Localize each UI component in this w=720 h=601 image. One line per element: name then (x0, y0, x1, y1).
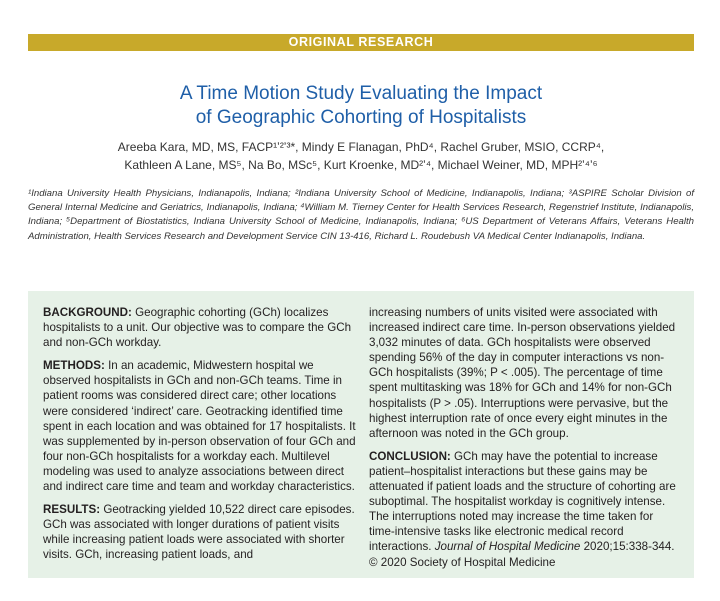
abstract-left-column (43, 305, 356, 571)
abstract-box (28, 291, 694, 578)
citation-rest: 2020;15:338-344. © 2020 Society of Hospital Medicine (369, 540, 675, 569)
affiliations: ¹Indiana University Health Physicians, Indianapolis, Indiana; ²Indiana University School of Medicine, Indianapolis, Indiana; ³ASPIRE Scholar Division of General Internal Medicine and Geriatrics, Indianapolis, Indiana; ⁴William M. Tierney Center for Health Services Research, Regenstrief Institute, Indianapolis, Indiana; ⁵Department of Biostatistics, Indiana University School of Medicine, Indianapolis, Indiana; ⁶US Department of Veterans Affairs, Veterans Health Administration, Health Services Research and Development Service CIN 13-416, Richard L. Roudebush VA Medical Center Indianapolis, Indiana. (28, 188, 694, 242)
abstract-background (43, 305, 356, 350)
citation-journal: Journal of Hospital Medicine (434, 540, 581, 554)
background-label: BACKGROUND: (43, 306, 132, 319)
methods-label: METHODS: (43, 359, 105, 373)
background-text: Geographic cohorting (GCh) localizes hospitalists to a unit. Our objective was to compare the GCh and non-GCh workday. (43, 306, 352, 350)
author-list (28, 138, 694, 174)
abstract-right-column (369, 305, 681, 578)
abstract-methods (43, 358, 356, 494)
abstract-conclusion (369, 449, 681, 570)
title-line-2: of Geographic Cohorting of Hospitalists (195, 107, 527, 128)
conclusion-label: CONCLUSION: (369, 449, 451, 463)
abstract-results-continued (369, 305, 681, 441)
author-line-1: Areeba Kara, MD, MS, FACP¹ʼ²ʼ³*, Mindy E Flanagan, PhD⁴, Rachel Gruber, MSIO, CCRP⁴, (117, 140, 605, 154)
article-title (28, 82, 694, 130)
results-text-left: Geotracking yielded 10,522 direct care episodes. GCh was associated with longer durations of patient visits while increasing patient loads were associated with shorter visits. GCh, increasing patient loads, and (43, 503, 355, 562)
abstract-results (43, 502, 356, 562)
results-text-right: increasing numbers of units visited were associated with increased indirect care time. In-person observations yielded 3,032 minutes of data. GCh hospitalists were observed spending 56% of the day in computer interactions vs non-GCh hospitalists (39%; P < .005). The percentage of time spent multitasking was 18% for GCh and 14% for non-GCh hospitalists (P > .05). Interruptions were pervasive, but the highest interruption rate of once every eight minutes in the afternoon was noted in the GCh group. (369, 306, 676, 440)
methods-text: In an academic, Midwestern hospital we observed hospitalists in GCh and non-GCh teams. Time in patient rooms was considered direct care; other locations were considered ‘indirect’ care. Geotracking identified time spent in each location and was obtained for 17 hospitalists. It was supplemented by in-person observation of four GCh and four non-GCh hospitalists for a workday each. Multilevel modeling was used to analyze associations between direct and indirect care time and team and workday characteristics. (43, 359, 356, 494)
results-label: RESULTS: (43, 503, 101, 517)
author-line-2: Kathleen A Lane, MS⁵, Na Bo, MSc⁵, Kurt Kroenke, MD²ʼ⁴, Michael Weiner, MD, MPH²ʼ⁴ʼ⁶ (124, 158, 598, 172)
conclusion-text: GCh may have the potential to increase patient–hospitalist interactions but these gains may be attenuated if patient loads and the structure of cohorting are suboptimal. The hospitalist workday is cognitively intense. The interruptions noted may increase the time taken for time-intensive tasks like electronic medical record interactions. (369, 449, 676, 554)
section-banner: ORIGINAL RESEARCH (28, 34, 694, 51)
title-line-1: A Time Motion Study Evaluating the Impact (179, 83, 543, 104)
